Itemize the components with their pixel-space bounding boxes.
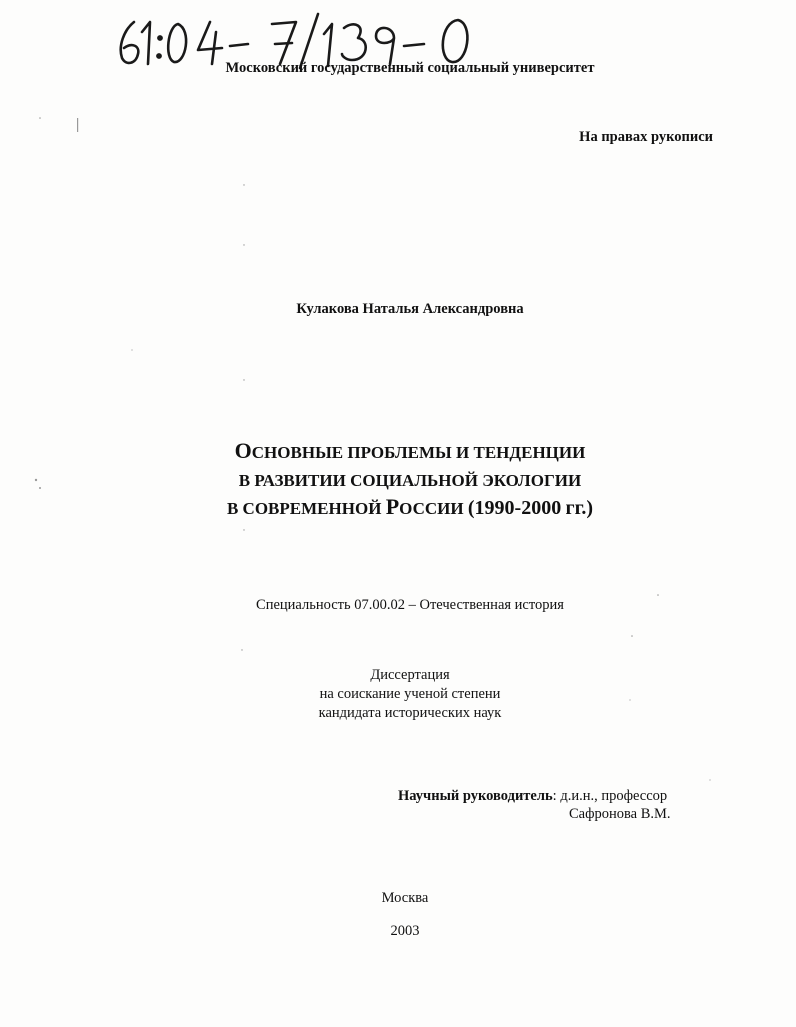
title-line-2: В РАЗВИТИИ СОЦИАЛЬНОЙ ЭКОЛОГИИ [238, 470, 582, 490]
dissertation-line-1: Диссертация [370, 667, 450, 683]
specialty: Специальность 07.00.02 – Отечественная история [256, 597, 564, 613]
dissertation-type [200, 666, 620, 723]
supervisor-label: Научный руководитель [398, 788, 553, 804]
year: 2003 [390, 923, 420, 939]
city: Москва [381, 890, 429, 906]
dissertation-title [130, 438, 690, 523]
title-line-1: ОСНОВНЫЕ ПРОБЛЕМЫ И ТЕНДЕНЦИИ [234, 438, 586, 463]
supervisor-credentials: : д.и.н., профессор [552, 788, 668, 804]
dissertation-line-3: кандидата исторических наук [318, 705, 502, 721]
rights-note: На правах рукописи [579, 129, 713, 145]
supervisor-block [398, 788, 728, 823]
supervisor-name: Сафронова В.М. [569, 806, 671, 822]
author-name: Кулакова Наталья Александровна [296, 301, 524, 317]
dissertation-line-2: на соискание ученой степени [319, 686, 501, 702]
title-line-3: В СОВРЕМЕННОЙ РОССИИ (1990-2000 гг.) [226, 494, 594, 519]
university-name: Московский государственный социальный университет [225, 60, 595, 76]
